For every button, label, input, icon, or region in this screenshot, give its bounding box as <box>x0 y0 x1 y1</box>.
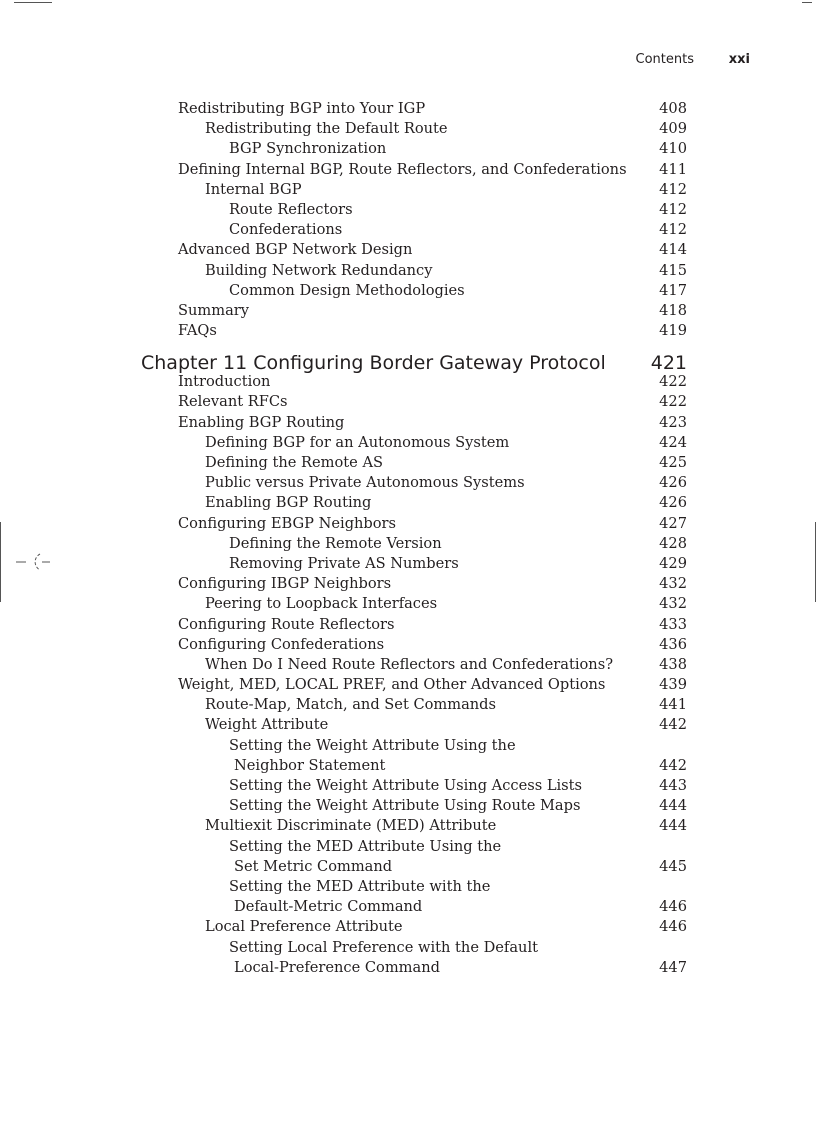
toc-entry-title: Route-Map, Match, and Set Commands <box>205 696 497 714</box>
toc-entry-page: 441 <box>659 696 687 714</box>
toc-entry <box>0 939 816 959</box>
toc-entry-page: 409 <box>659 120 687 138</box>
toc-entry-title: Setting the Weight Attribute Using Route Maps <box>229 797 581 815</box>
toc-entry-title: Chapter 11 Configuring Border Gateway Protocol <box>141 352 606 375</box>
toc-entry-page: 443 <box>659 777 687 794</box>
toc-entry-title: Setting Local Preference with the Default <box>229 938 538 956</box>
toc-entry-title: Multiexit Discriminate (MED) Attribute <box>205 817 497 835</box>
toc-entry <box>0 898 816 918</box>
toc-entry <box>0 777 816 797</box>
toc-entry-page: 417 <box>659 281 687 299</box>
toc-entry-title: Configuring IBGP Neighbors <box>178 575 392 593</box>
toc-entry-page: 426 <box>659 494 687 512</box>
toc-entry <box>0 454 816 474</box>
toc-entry <box>0 757 816 777</box>
toc-entry <box>0 616 816 636</box>
toc-entry-page: 444 <box>659 797 687 815</box>
toc-entry-page: 432 <box>659 575 687 593</box>
toc-entry-title: Confederations <box>229 221 343 239</box>
toc-entry-title: Defining Internal BGP, Route Reflectors, and Confederations <box>178 160 627 178</box>
toc-entry-title: Default-Metric Command <box>234 898 423 916</box>
table-of-contents <box>0 100 816 979</box>
toc-entry-title: Defining BGP for an Autonomous System <box>205 433 510 451</box>
toc-entry-page: 424 <box>659 433 687 451</box>
toc-entry-page: 411 <box>659 160 687 178</box>
crop-line-top-left <box>14 2 52 3</box>
toc-entry-title: Redistributing the Default Route <box>205 120 448 138</box>
toc-entry-title: Internal BGP <box>205 180 302 198</box>
page-number: xxi <box>728 52 750 67</box>
toc-entry-title: Defining the Remote AS <box>205 454 383 471</box>
toc-entry <box>0 696 816 716</box>
toc-entry-page: 446 <box>659 898 687 916</box>
toc-entry <box>0 414 816 434</box>
toc-entry-page: 436 <box>659 635 687 653</box>
toc-entry <box>0 716 816 736</box>
toc-entry-title: Route Reflectors <box>229 200 353 218</box>
toc-entry <box>0 918 816 938</box>
toc-entry-page: 422 <box>659 393 687 411</box>
toc-entry-page: 442 <box>659 756 687 774</box>
toc-entry-page: 412 <box>659 180 687 198</box>
toc-entry-title: Configuring Confederations <box>178 635 385 653</box>
toc-entry-page: 442 <box>659 716 687 734</box>
toc-entry <box>0 241 816 261</box>
toc-entry-page: 415 <box>659 261 687 279</box>
toc-entry-title: Building Network Redundancy <box>205 261 433 279</box>
toc-entry-page: 412 <box>659 200 687 218</box>
toc-entry <box>0 181 816 201</box>
toc-entry <box>0 636 816 656</box>
toc-entry <box>0 434 816 454</box>
toc-entry-title: BGP Synchronization <box>229 140 387 158</box>
toc-entry-title: When Do I Need Route Reflectors and Confederations? <box>205 655 614 673</box>
toc-entry-page: 447 <box>659 958 687 976</box>
toc-entry <box>0 535 816 555</box>
toc-entry <box>0 161 816 181</box>
toc-entry-title: Introduction <box>178 373 271 391</box>
toc-entry-page: 428 <box>659 534 687 552</box>
toc-entry-page: 427 <box>659 514 687 532</box>
toc-entry <box>0 737 816 757</box>
toc-entry-title: Configuring Route Reflectors <box>178 615 395 633</box>
toc-entry <box>0 676 816 696</box>
toc-entry <box>0 262 816 282</box>
section-title: Contents <box>635 52 694 67</box>
toc-entry <box>0 322 816 342</box>
toc-entry-page: 423 <box>659 413 687 431</box>
toc-entry-page: 426 <box>659 474 687 492</box>
toc-entry-title: Enabling BGP Routing <box>178 413 345 431</box>
toc-entry <box>0 302 816 322</box>
toc-entry <box>0 595 816 615</box>
toc-entry-title: Setting the Weight Attribute Using the <box>229 736 516 754</box>
toc-entry-title: Setting the MED Attribute Using the <box>229 837 502 855</box>
toc-entry-title: Removing Private AS Numbers <box>229 554 459 572</box>
toc-entry-page: 438 <box>659 655 687 673</box>
toc-entry <box>0 140 816 160</box>
toc-entry-title: Weight Attribute <box>205 716 329 734</box>
toc-entry <box>0 515 816 535</box>
toc-entry-title: Public versus Private Autonomous Systems <box>205 474 525 492</box>
toc-entry-page: 412 <box>659 221 687 239</box>
toc-entry <box>0 474 816 494</box>
toc-entry-page: 444 <box>659 817 687 835</box>
toc-entry <box>0 100 816 120</box>
toc-entry-title: Neighbor Statement <box>234 756 386 774</box>
toc-entry-title: Local Preference Attribute <box>205 918 403 936</box>
toc-entry <box>0 878 816 898</box>
toc-entry <box>0 494 816 514</box>
toc-entry <box>0 373 816 393</box>
toc-entry-title: Relevant RFCs <box>178 393 288 411</box>
toc-entry-title: Common Design Methodologies <box>229 281 465 299</box>
toc-entry-title: Local-Preference Command <box>234 958 440 976</box>
toc-entry <box>0 555 816 575</box>
toc-entry <box>0 282 816 302</box>
crop-line-top-right <box>802 2 812 3</box>
toc-entry <box>0 656 816 676</box>
toc-entry-page: 418 <box>659 301 687 319</box>
toc-entry-page: 429 <box>659 554 687 572</box>
toc-entry <box>0 221 816 241</box>
toc-entry <box>0 120 816 140</box>
toc-entry <box>0 838 816 858</box>
toc-entry-page: 421 <box>650 352 687 375</box>
toc-entry-page: 445 <box>659 857 687 875</box>
toc-entry-title: Redistributing BGP into Your IGP <box>178 100 426 117</box>
toc-entry-page: 408 <box>659 100 687 117</box>
toc-entry-page: 419 <box>659 322 687 340</box>
toc-entry <box>0 797 816 817</box>
toc-entry-page: 432 <box>659 595 687 613</box>
toc-entry <box>0 817 816 837</box>
toc-entry-page: 446 <box>659 918 687 936</box>
toc-entry-page: 414 <box>659 241 687 259</box>
toc-entry <box>0 201 816 221</box>
toc-entry-page: 410 <box>659 140 687 158</box>
chapter-heading <box>0 342 816 373</box>
toc-entry <box>0 393 816 413</box>
toc-entry-title: Set Metric Command <box>234 857 393 875</box>
toc-entry-title: Enabling BGP Routing <box>205 494 372 512</box>
toc-entry <box>0 959 816 979</box>
toc-entry-title: Setting the Weight Attribute Using Access Lists <box>229 777 583 794</box>
toc-entry-title: Weight, MED, LOCAL PREF, and Other Advanced Options <box>178 676 606 694</box>
toc-entry-title: Advanced BGP Network Design <box>178 241 413 259</box>
running-header <box>0 50 750 70</box>
toc-entry-title: Defining the Remote Version <box>229 534 442 552</box>
toc-entry-page: 425 <box>659 454 687 471</box>
toc-entry <box>0 575 816 595</box>
toc-entry-title: Peering to Loopback Interfaces <box>205 595 438 613</box>
toc-entry-page: 422 <box>659 373 687 391</box>
toc-entry <box>0 858 816 878</box>
toc-entry-title: Summary <box>178 301 249 319</box>
toc-entry-title: FAQs <box>178 322 217 340</box>
toc-entry-page: 433 <box>659 615 687 633</box>
toc-entry-title: Configuring EBGP Neighbors <box>178 514 397 532</box>
toc-entry-title: Setting the MED Attribute with the <box>229 877 491 895</box>
toc-entry-page: 439 <box>659 676 687 694</box>
